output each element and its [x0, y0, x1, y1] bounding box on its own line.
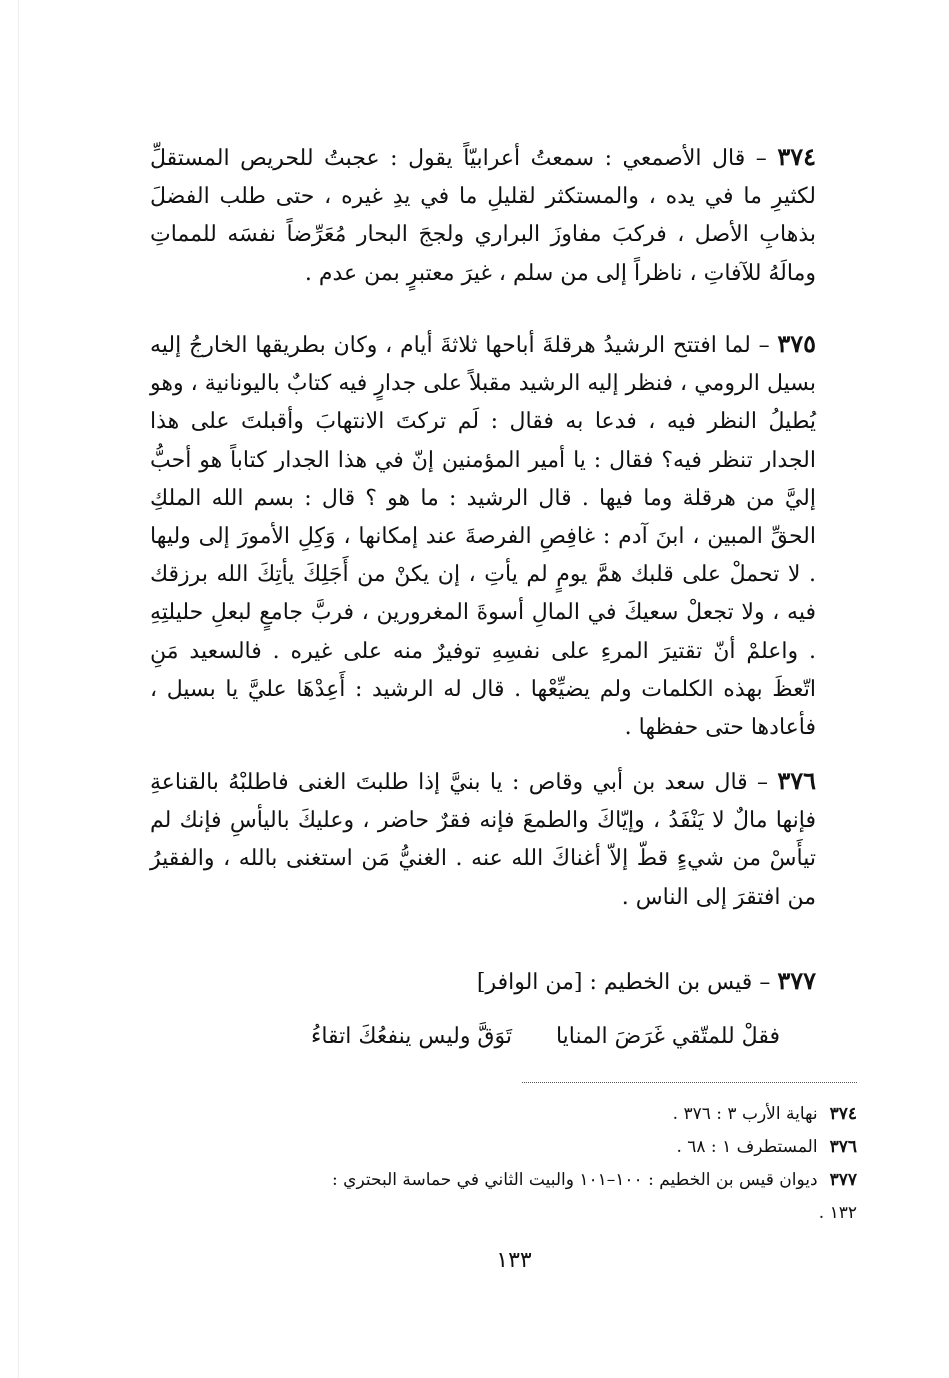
- footnote-number: ٣٧٦: [829, 1137, 857, 1157]
- entry-text: قال سعد بن أبي وقاص : يا بنيَّ إذا طلبتَ الغنى فاطلبْهُ بالقناعةِ فإنها مالٌ لا يَنْفَدُ ، وإيّاكَ والطمعَ فإنه فقرٌ حاضر ، وعليكَ باليأسِ فإنك لم تيأَسْ من شيءٍ قطّ إلاّ أغناكَ الله عنه . الغنيُّ مَن استغنى بالله ، والفقيرُ من افتقرَ إلى الناس .: [150, 770, 816, 910]
- footnote-item: [300, 1164, 857, 1230]
- entry-number: ٣٧٤: [777, 142, 816, 171]
- entry-text: قيس بن الخطيم : [من الوافر]: [476, 970, 753, 995]
- footnote-text: نهاية الأرب ٣ : ٣٧٦ .: [672, 1104, 818, 1124]
- footnote-text: المستطرف ١ : ٦٨ .: [676, 1137, 818, 1157]
- entry-dash: –: [745, 146, 778, 171]
- entry-text: قال الأصمعي : سمعتُ أعرابيّاً يقول : عجبتُ للحريص المستقلِّ لكثيرِ ما في يده ، والمستكثر لقليلِ ما في يدِ غيره ، حتى طلب الفضلَ بذهابِ الأصل ، فركبَ مفاوزَ البراري ولججَ البحار مُعَرِّضاً نفسَه للمماتِ ومالَهُ للآفاتِ ، ناظراً إلى من سلم ، غيرَ معتبرٍ بمن عدم .: [150, 146, 816, 286]
- footnote-separator: [522, 1082, 857, 1083]
- footnote-text: ديوان قيس بن الخطيم : ١٠٠–١٠١ والبيت الثاني في حماسة البحتري : ١٣٢ .: [332, 1170, 857, 1223]
- entry-number: ٣٧٦: [777, 766, 816, 795]
- entry-dash: –: [747, 770, 778, 795]
- entry-377: [150, 962, 816, 1002]
- footnote-number: ٣٧٧: [829, 1170, 857, 1190]
- entry-number: ٣٧٧: [777, 966, 816, 995]
- verse-first-hemistich: فقلْ للمتّقي غَرَضَ المنايا: [555, 1024, 780, 1049]
- entry-dash: –: [752, 970, 778, 995]
- entry-dash: –: [750, 333, 778, 358]
- entry-374: [150, 138, 816, 293]
- entry-375: [150, 325, 816, 747]
- footnote-item: [300, 1131, 857, 1164]
- entry-text: لما افتتح الرشيدُ هرقلةَ أباحها ثلاثةَ أيام ، وكان بطريقها الخارجُ إليه بسيل الرومي ، فنظر إليه الرشيد مقبلاً على جدارٍ فيه كتابٌ باليونانية ، وهو يُطيلُ النظر فيه ، فدعا به فقال : لَم تركتَ الانتهابَ وأقبلتَ على هذا الجدار تنظر فيه؟ فقال : يا أمير المؤمنين إنّ في هذا الجدار كتاباً هو أحبُّ إليَّ من هرقلة وما فيها . قال الرشيد : ما هو ؟ قال : بسم الله الملكِ الحقِّ المبين ، ابنَ آدم : غافِصِ الفرصةَ عند إمكانها ، وَكِلِ الأمورَ إلى وليها . لا تحملْ على قلبك همَّ يومٍ لم يأتِ ، إن يكنْ من أَجَلِكَ يأتِكَ الله برزقك فيه ، ولا تجعلْ سعيكَ في المالِ أسوةَ المغرورين ، فربَّ جامعٍ لبعلِ حليلتِهِ . واعلمْ أنّ تقتيرَ المرءِ على نفسِهِ توفيرٌ منه على غيره . فالسعيد مَنِ اتّعظَ بهذه الكلمات ولم يضيِّعْها . قال له الرشيد : أَعِدْهَا عليَّ يا بسيل ، فأعادها حتى حفظها .: [150, 333, 816, 741]
- entry-number: ٣٧٥: [777, 329, 816, 358]
- footnotes: [300, 1098, 857, 1230]
- page-number: ١٣٣: [496, 1248, 532, 1273]
- footnote-item: [300, 1098, 857, 1131]
- verse-second-hemistich: تَوَقَّ وليس ينفعُكَ اتقاءُ: [310, 1024, 512, 1049]
- page-edge-line: [18, 0, 19, 1378]
- footnote-number: ٣٧٤: [829, 1104, 857, 1124]
- entry-376: [150, 762, 816, 917]
